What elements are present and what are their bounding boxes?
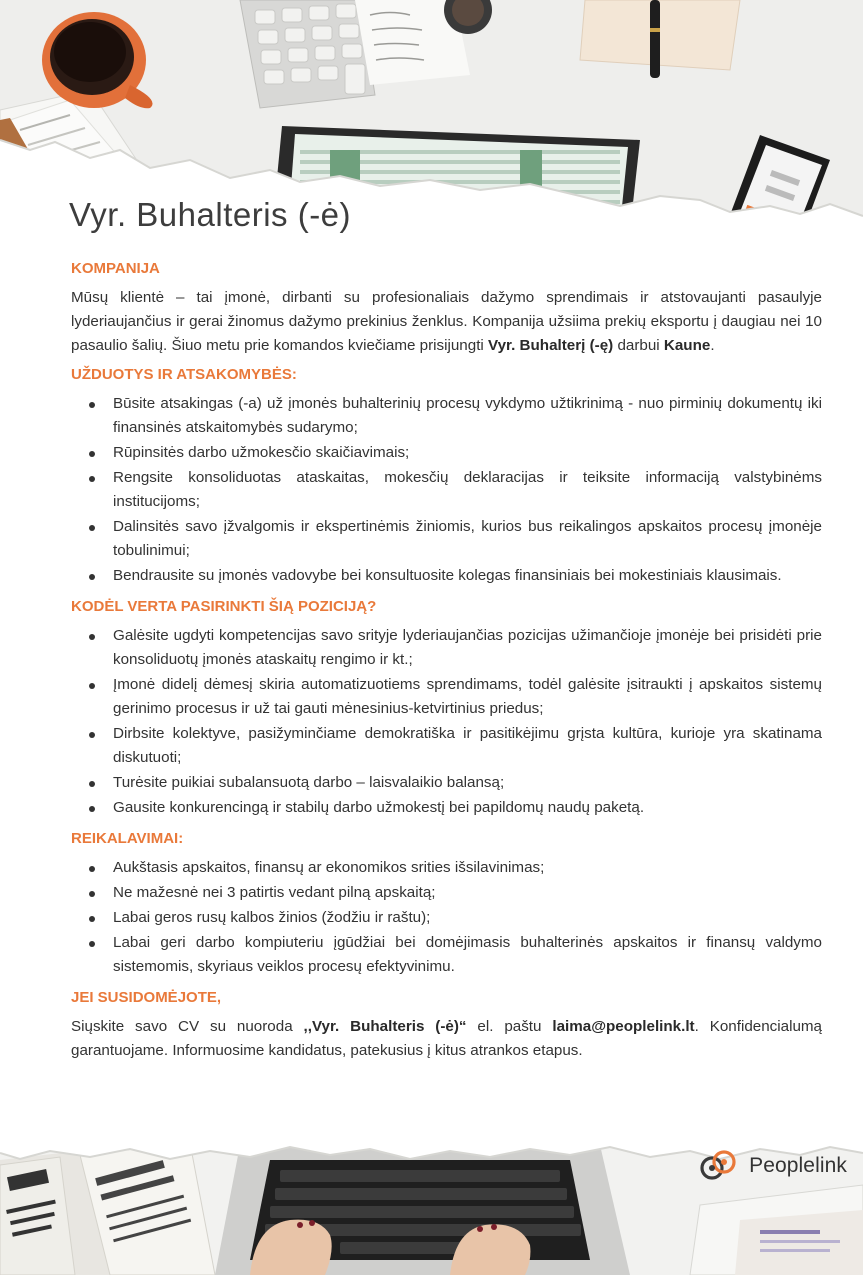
duties-list xyxy=(71,392,822,588)
page-title: Vyr. Buhalteris (-ė) xyxy=(69,196,352,233)
benefit-text: Gausite konkurencingą ir stabilų darbo užmokestį bei papildomų naudų paketą. xyxy=(113,799,645,816)
apply-text-2: el. paštu xyxy=(466,1018,553,1035)
bullet-icon xyxy=(89,916,95,922)
city-name: Kaune xyxy=(663,337,711,354)
bullet-icon xyxy=(89,806,95,812)
list-item xyxy=(71,931,822,979)
peoplelink-logo-icon xyxy=(699,1148,739,1184)
company-text-2: darbui xyxy=(613,337,664,354)
apply-paragraph xyxy=(71,1015,822,1063)
requirement-text: Ne mažesnė nei 3 patirtis vedant pilną apskaitą; xyxy=(113,884,436,901)
duty-text: Rengsite konsoliduotas ataskaitas, mokesčių deklaracijas ir teiksite informaciją valstybinėms institucijoms; xyxy=(113,469,822,510)
bullet-icon xyxy=(89,683,95,689)
requirement-text: Labai geri darbo kompiuteriu įgūdžiai bei domėjimasis buhalterinės apskaitos ir finansų valdymo sistemomis, skyriaus veiklos procesų efektyvinimu. xyxy=(113,934,822,975)
email-address[interactable]: laima@peoplelink.lt xyxy=(552,1018,695,1035)
why-list xyxy=(71,624,822,820)
calculator-graphic xyxy=(240,0,375,108)
company-heading: KOMPANIJA xyxy=(71,260,160,277)
duty-text: Rūpinsitės darbo užmokesčio skaičiavimais; xyxy=(113,444,410,461)
bullet-icon xyxy=(89,732,95,738)
bullet-icon xyxy=(89,402,95,408)
bullet-icon xyxy=(89,574,95,580)
bullet-icon xyxy=(89,525,95,531)
requirements-list xyxy=(71,856,822,979)
apply-heading: JEI SUSIDOMĖJOTE, xyxy=(71,989,222,1006)
benefit-text: Dirbsite kolektyve, pasižyminčiame demokratiška ir pasitikėjimu grįsta kultūra, kurioje yra skatinama diskutuoti; xyxy=(113,725,822,766)
peoplelink-logo[interactable] xyxy=(699,1148,847,1184)
bullet-icon xyxy=(89,451,95,457)
benefit-text: Turėsite puikiai subalansuotą darbo – laisvalaikio balansą; xyxy=(113,774,505,791)
bullet-icon xyxy=(89,781,95,787)
bullet-icon xyxy=(89,891,95,897)
duties-heading: UŽDUOTYS IR ATSAKOMYBĖS: xyxy=(71,366,297,383)
why-heading: KODĖL VERTA PASIRINKTI ŠIĄ POZICIJĄ? xyxy=(71,598,377,615)
duty-text: Bendrausite su įmonės vadovybe bei konsultuosite kolegas finansiniais bei mokestiniais klausimais. xyxy=(113,567,782,584)
list-item xyxy=(71,771,822,795)
list-item xyxy=(71,673,822,721)
list-item xyxy=(71,441,822,465)
apply-text-1: Siųskite savo CV su nuoroda xyxy=(71,1018,304,1035)
list-item xyxy=(71,466,822,514)
list-item xyxy=(71,796,822,820)
requirements-heading: REIKALAVIMAI: xyxy=(71,830,184,847)
list-item xyxy=(71,392,822,440)
requirement-text: Labai geros rusų kalbos žinios (žodžiu ir raštu); xyxy=(113,909,431,926)
list-item xyxy=(71,856,822,880)
newspapers-graphic xyxy=(0,1143,215,1275)
list-item xyxy=(71,515,822,563)
reference-text: ,,Vyr. Buhalteris (-ė)“ xyxy=(303,1018,467,1035)
list-item xyxy=(71,564,822,588)
list-item xyxy=(71,881,822,905)
apply-text-3: . Konfidencialumą garantuojame. Informuosime kandidatus, patekusius į kitus atrankos etapus. xyxy=(71,1018,822,1059)
company-text-3: . xyxy=(710,337,715,354)
duty-text: Būsite atsakingas (-a) už įmonės buhalterinių procesų vykdymo užtikrinimą - nuo pirminių dokumentų iki finansinės atskaitomybės sudarymo; xyxy=(113,395,822,436)
benefit-text: Galėsite ugdyti kompetencijas savo srityje lyderiaujančias pozicijas užimančioje įmonėje bei prisidėti prie konsoliduotų įmonės ataskaitų rengimo ir kt.; xyxy=(113,627,822,668)
bullet-icon xyxy=(89,941,95,947)
company-text-1: Mūsų klientė – tai įmonė, dirbanti su profesionaliais dažymo sprendimais ir atstovaujanti pasaulyje lyderiaujančius ir gerai žinomus dažymo prekinius ženklus. Kompanija užsiima prekių eksportu į daugiau nei 10 pasaulio šalių. Šiuo metu prie komandos kviečiame prisijungti xyxy=(71,289,822,354)
bullet-icon xyxy=(89,866,95,872)
requirement-text: Aukštasis apskaitos, finansų ar ekonomikos srities išsilavinimas; xyxy=(113,859,545,876)
benefit-text: Įmonė didelį dėmesį skiria automatizuotiems sprendimams, todėl galėsite įsitraukti į apskaitos sistemų gerinimo procesus ir už tai gauti mėnesinius-ketvirtinius priedus; xyxy=(113,676,822,717)
logo-text: Peoplelink xyxy=(749,1154,847,1177)
list-item xyxy=(71,906,822,930)
company-paragraph xyxy=(71,286,822,358)
duty-text: Dalinsitės savo įžvalgomis ir ekspertinėmis žiniomis, kurios bus reikalingos apskaitos procesų įmonėje tobulinimui; xyxy=(113,518,822,559)
bullet-icon xyxy=(89,634,95,640)
job-description xyxy=(71,258,822,1069)
list-item xyxy=(71,624,822,672)
bullet-icon xyxy=(89,476,95,482)
list-item xyxy=(71,722,822,770)
position-name: Vyr. Buhalterį (-ę) xyxy=(488,337,614,354)
